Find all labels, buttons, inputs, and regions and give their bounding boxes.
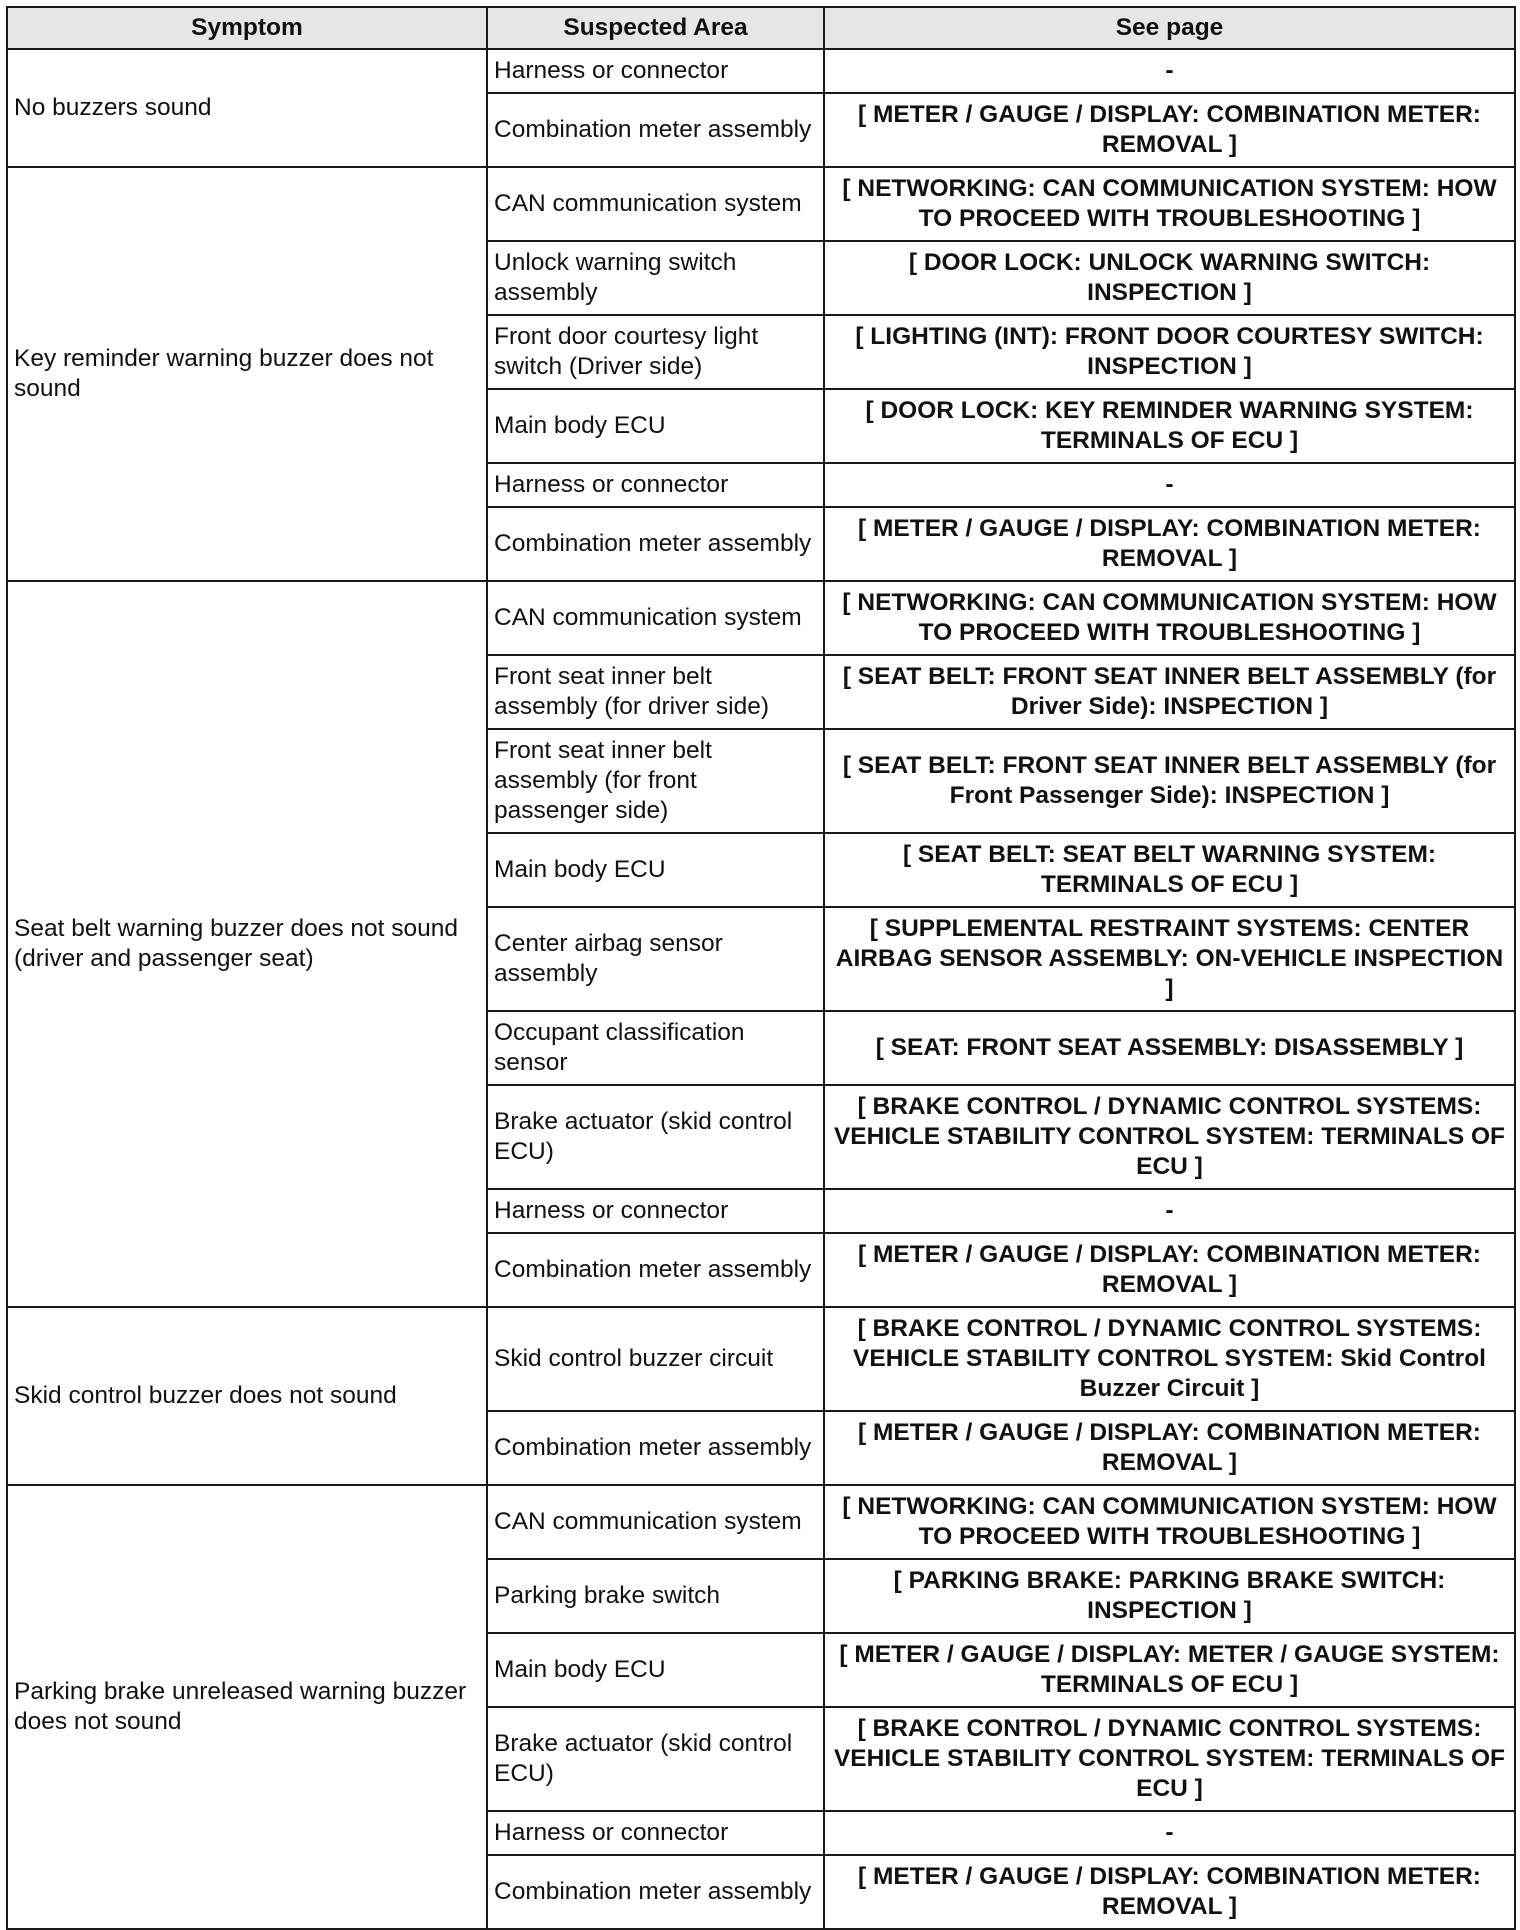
symptom-cell: No buzzers sound: [7, 49, 487, 167]
symptom-cell: Skid control buzzer does not sound: [7, 1307, 487, 1485]
suspected-area-cell: Combination meter assembly: [487, 1855, 824, 1929]
table-row: [7, 49, 1515, 93]
table-row: [7, 1307, 1515, 1411]
suspected-area-cell: Harness or connector: [487, 463, 824, 507]
see-page-cell: [ SEAT: FRONT SEAT ASSEMBLY: DISASSEMBLY ]: [824, 1011, 1515, 1085]
suspected-area-cell: Main body ECU: [487, 1633, 824, 1707]
see-page-cell: [ METER / GAUGE / DISPLAY: COMBINATION METER: REMOVAL ]: [824, 1411, 1515, 1485]
suspected-area-cell: Main body ECU: [487, 833, 824, 907]
see-page-cell: [ NETWORKING: CAN COMMUNICATION SYSTEM: HOW TO PROCEED WITH TROUBLESHOOTING ]: [824, 1485, 1515, 1559]
suspected-area-cell: CAN communication system: [487, 167, 824, 241]
see-page-cell: [ BRAKE CONTROL / DYNAMIC CONTROL SYSTEMS: VEHICLE STABILITY CONTROL SYSTEM: TERMINALS OF ECU ]: [824, 1707, 1515, 1811]
see-page-cell: -: [824, 463, 1515, 507]
header-see-page: See page: [824, 7, 1515, 49]
suspected-area-cell: Occupant classification sensor: [487, 1011, 824, 1085]
header-row: [7, 7, 1515, 49]
see-page-cell: [ SEAT BELT: FRONT SEAT INNER BELT ASSEMBLY (for Driver Side): INSPECTION ]: [824, 655, 1515, 729]
see-page-cell: [ METER / GAUGE / DISPLAY: COMBINATION METER: REMOVAL ]: [824, 507, 1515, 581]
see-page-cell: [ SUPPLEMENTAL RESTRAINT SYSTEMS: CENTER AIRBAG SENSOR ASSEMBLY: ON-VEHICLE INSPECTION ]: [824, 907, 1515, 1011]
suspected-area-cell: Front seat inner belt assembly (for front passenger side): [487, 729, 824, 833]
suspected-area-cell: Skid control buzzer circuit: [487, 1307, 824, 1411]
see-page-cell: [ SEAT BELT: SEAT BELT WARNING SYSTEM: TERMINALS OF ECU ]: [824, 833, 1515, 907]
suspected-area-cell: Unlock warning switch assembly: [487, 241, 824, 315]
see-page-cell: [ LIGHTING (INT): FRONT DOOR COURTESY SWITCH: INSPECTION ]: [824, 315, 1515, 389]
see-page-cell: [ METER / GAUGE / DISPLAY: METER / GAUGE SYSTEM: TERMINALS OF ECU ]: [824, 1633, 1515, 1707]
suspected-area-cell: Main body ECU: [487, 389, 824, 463]
table-body: [7, 49, 1515, 1929]
see-page-cell: [ SEAT BELT: FRONT SEAT INNER BELT ASSEMBLY (for Front Passenger Side): INSPECTION ]: [824, 729, 1515, 833]
suspected-area-cell: Harness or connector: [487, 1189, 824, 1233]
suspected-area-cell: Brake actuator (skid control ECU): [487, 1085, 824, 1189]
suspected-area-cell: CAN communication system: [487, 581, 824, 655]
suspected-area-cell: Harness or connector: [487, 49, 824, 93]
table-row: [7, 167, 1515, 241]
suspected-area-cell: Combination meter assembly: [487, 507, 824, 581]
suspected-area-cell: Combination meter assembly: [487, 1233, 824, 1307]
suspected-area-cell: Front door courtesy light switch (Driver side): [487, 315, 824, 389]
see-page-cell: [ DOOR LOCK: KEY REMINDER WARNING SYSTEM: TERMINALS OF ECU ]: [824, 389, 1515, 463]
see-page-cell: [ PARKING BRAKE: PARKING BRAKE SWITCH: INSPECTION ]: [824, 1559, 1515, 1633]
suspected-area-cell: Combination meter assembly: [487, 93, 824, 167]
suspected-area-cell: Combination meter assembly: [487, 1411, 824, 1485]
table-row: [7, 1485, 1515, 1559]
see-page-cell: [ METER / GAUGE / DISPLAY: COMBINATION METER: REMOVAL ]: [824, 93, 1515, 167]
header-suspected-area: Suspected Area: [487, 7, 824, 49]
header-symptom: Symptom: [7, 7, 487, 49]
see-page-cell: [ METER / GAUGE / DISPLAY: COMBINATION METER: REMOVAL ]: [824, 1855, 1515, 1929]
see-page-cell: [ METER / GAUGE / DISPLAY: COMBINATION METER: REMOVAL ]: [824, 1233, 1515, 1307]
symptom-cell: Key reminder warning buzzer does not sound: [7, 167, 487, 581]
suspected-area-cell: Parking brake switch: [487, 1559, 824, 1633]
see-page-cell: [ NETWORKING: CAN COMMUNICATION SYSTEM: HOW TO PROCEED WITH TROUBLESHOOTING ]: [824, 167, 1515, 241]
see-page-cell: [ BRAKE CONTROL / DYNAMIC CONTROL SYSTEMS: VEHICLE STABILITY CONTROL SYSTEM: TERMINALS OF ECU ]: [824, 1085, 1515, 1189]
suspected-area-cell: Harness or connector: [487, 1811, 824, 1855]
suspected-area-cell: Brake actuator (skid control ECU): [487, 1707, 824, 1811]
symptom-cell: Parking brake unreleased warning buzzer does not sound: [7, 1485, 487, 1929]
see-page-cell: [ DOOR LOCK: UNLOCK WARNING SWITCH: INSPECTION ]: [824, 241, 1515, 315]
see-page-cell: [ NETWORKING: CAN COMMUNICATION SYSTEM: HOW TO PROCEED WITH TROUBLESHOOTING ]: [824, 581, 1515, 655]
see-page-cell: [ BRAKE CONTROL / DYNAMIC CONTROL SYSTEMS: VEHICLE STABILITY CONTROL SYSTEM: Skid Control Buzzer Circuit ]: [824, 1307, 1515, 1411]
troubleshooting-table: [6, 6, 1516, 1930]
suspected-area-cell: Center airbag sensor assembly: [487, 907, 824, 1011]
symptom-cell: Seat belt warning buzzer does not sound (driver and passenger seat): [7, 581, 487, 1307]
troubleshooting-table-container: [6, 6, 1514, 1930]
see-page-cell: -: [824, 49, 1515, 93]
see-page-cell: -: [824, 1189, 1515, 1233]
suspected-area-cell: Front seat inner belt assembly (for driver side): [487, 655, 824, 729]
suspected-area-cell: CAN communication system: [487, 1485, 824, 1559]
table-row: [7, 581, 1515, 655]
see-page-cell: -: [824, 1811, 1515, 1855]
